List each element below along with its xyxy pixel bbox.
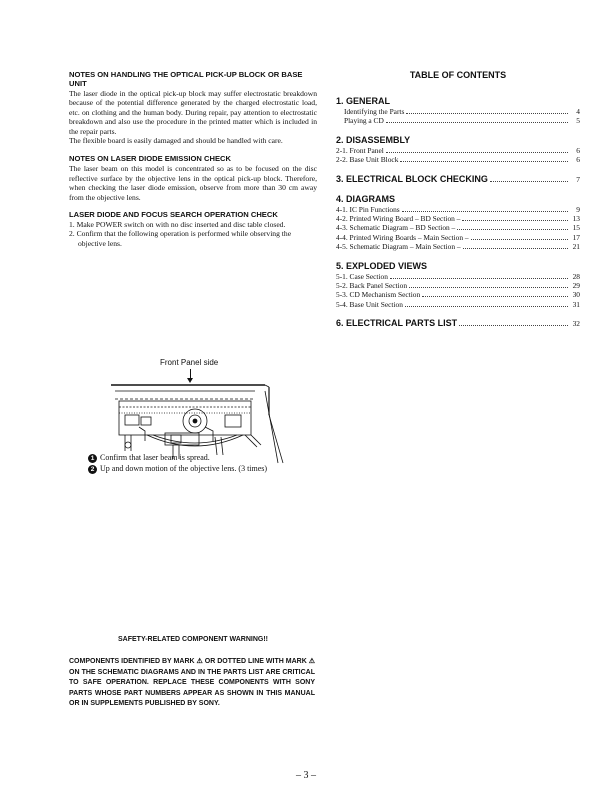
- toc-section-general: [336, 96, 580, 126]
- handling-heading: NOTES ON HANDLING THE OPTICAL PICK-UP BLOCK OR BASE UNIT: [69, 70, 303, 88]
- toc-section-diagrams: [336, 194, 580, 252]
- toc-section-heading[interactable]: 6. ELECTRICAL PARTS LIST 32: [336, 318, 580, 329]
- step-item: 2. Confirm that the following operation is performed while observing the objective lens.: [69, 229, 292, 248]
- toc-section-heading[interactable]: 5. EXPLODED VIEWS: [336, 260, 428, 271]
- emission-heading: NOTES ON LASER DIODE EMISSION CHECK: [69, 154, 232, 164]
- toc-entry[interactable]: 5-4. Base Unit Section 31: [336, 299, 580, 309]
- toc-entry[interactable]: 4-1. IC Pin Functions 9: [336, 204, 580, 214]
- left-column: [69, 70, 317, 248]
- figure-note: [88, 452, 267, 463]
- toc-entry[interactable]: 4-5. Schematic Diagram – Main Section – 21: [336, 242, 580, 252]
- pickup-figure: [105, 355, 285, 465]
- toc-entry[interactable]: 4-2. Printed Wiring Board – BD Section – 13: [336, 214, 580, 224]
- handling-body-2: The flexible board is easily damaged and should be handled with care.: [69, 136, 283, 146]
- figure-note: [88, 463, 267, 474]
- toc-section-heading[interactable]: 3. ELECTRICAL BLOCK CHECKING 7: [336, 173, 580, 184]
- figure-notes: [88, 452, 267, 474]
- toc-title: TABLE OF CONTENTS: [409, 70, 507, 80]
- page-number: – 3 –: [296, 770, 316, 781]
- toc-section-parts-list: [336, 318, 580, 329]
- table-of-contents: [336, 70, 580, 338]
- toc-section-heading[interactable]: 1. GENERAL: [336, 96, 391, 106]
- toc-entry[interactable]: 5-1. Case Section 28: [336, 271, 580, 281]
- emission-body: The laser beam on this model is concentrated so as to be focused on the disc reflective surface by the objective lens in the optical pick-up block. Therefore, when checking the laser diode emission, observe from more than 30 cm away from the objective lens.: [69, 164, 317, 202]
- note-text: Confirm that laser beam is spread.: [100, 453, 210, 462]
- toc-entry[interactable]: 4-3. Schematic Diagram – BD Section – 15: [336, 223, 580, 233]
- note-text: Up and down motion of the objective lens. (3 times): [100, 464, 268, 473]
- toc-section-heading[interactable]: 2. DISASSEMBLY: [336, 134, 411, 145]
- handling-body: The laser diode in the optical pick-up block may suffer electrostatic breakdown because of the potential difference generated by the charged electrostatic load, etc. on clothing and the human body. During repair, pay attention to electrostatic breakdown and also use the procedure in the printed matter which is included in the repair parts.: [69, 89, 317, 136]
- note-number-badge: 2: [88, 465, 97, 474]
- toc-entry[interactable]: Playing a CD 5: [344, 116, 580, 126]
- figure-caption: Front Panel side: [160, 358, 219, 367]
- toc-entry[interactable]: 2-1. Front Panel 6: [336, 145, 580, 155]
- focus-check-heading: LASER DIODE AND FOCUS SEARCH OPERATION CHECK: [69, 210, 278, 220]
- toc-section-electrical-block: [336, 174, 580, 185]
- toc-section-exploded-views: [336, 261, 580, 310]
- toc-section-heading[interactable]: 4. DIAGRAMS: [336, 193, 396, 204]
- note-number-badge: 1: [88, 454, 97, 463]
- safety-warning-title: SAFETY-RELATED COMPONENT WARNING!!: [118, 636, 268, 643]
- focus-check-steps: [69, 220, 317, 248]
- step-item: 1. Make POWER switch on with no disc inserted and disc table closed.: [69, 220, 286, 230]
- toc-entry[interactable]: Identifying the Parts 4: [344, 107, 580, 116]
- toc-entry[interactable]: 2-2. Base Unit Block 6: [336, 155, 580, 165]
- safety-warning-body: COMPONENTS IDENTIFIED BY MARK ⚠ OR DOTTED LINE WITH MARK ⚠ ON THE SCHEMATIC DIAGRAMS AND IN THE PARTS LIST ARE CRITICAL TO SAFE OPERATION. REPLACE THESE COMPONENTS WITH SONY PARTS WHOSE PART NUMBERS APPEAR AS SHOWN IN THIS MANUAL OR IN SUPPLEMENTS PUBLISHED BY SONY.: [69, 658, 315, 708]
- toc-section-disassembly: [336, 135, 580, 165]
- toc-entry[interactable]: 4-4. Printed Wiring Boards – Main Section – 17: [336, 232, 580, 242]
- toc-entry[interactable]: 5-2. Back Panel Section 29: [336, 281, 580, 291]
- toc-entry[interactable]: 5-3. CD Mechanism Section 30: [336, 290, 580, 300]
